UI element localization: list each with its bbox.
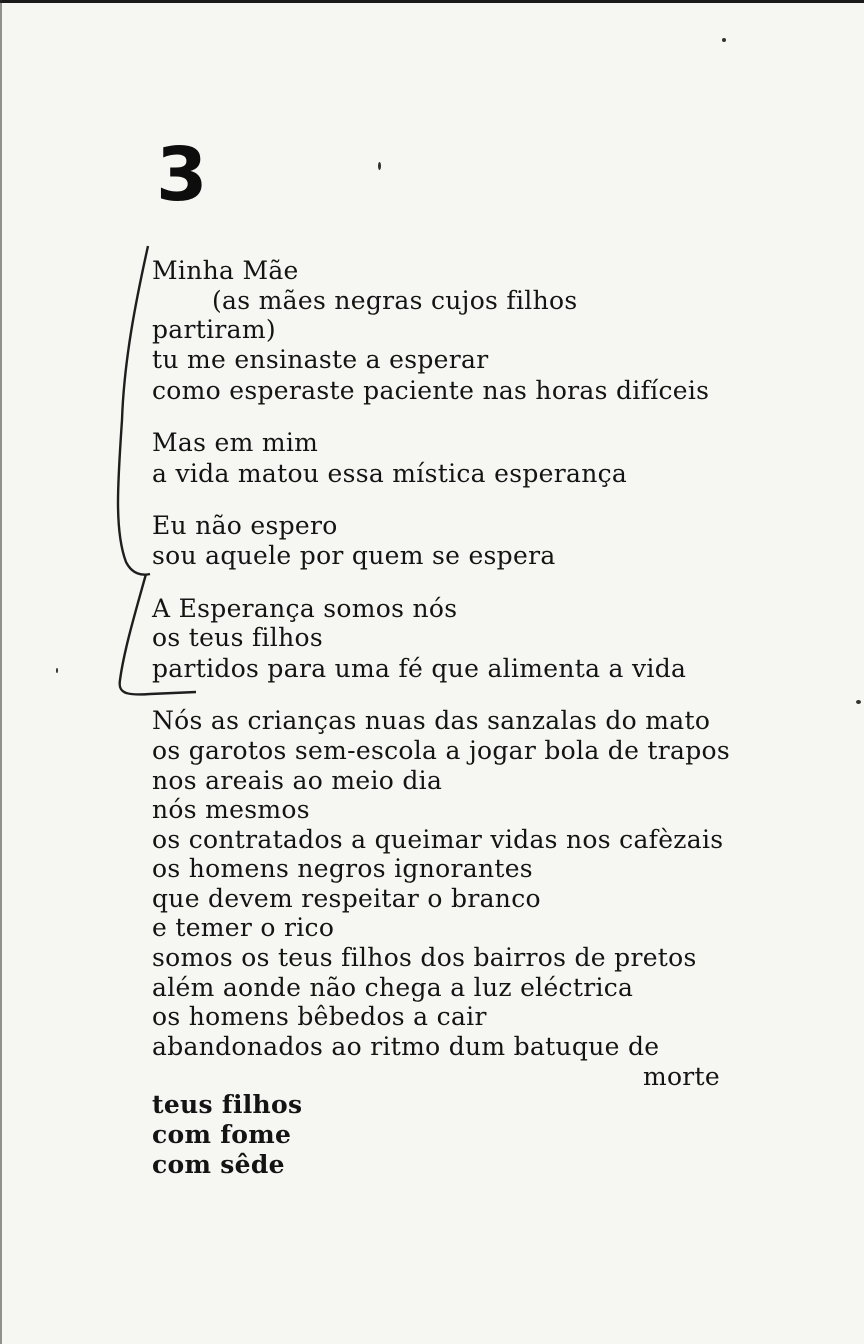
poem-line: Minha Mãe	[152, 256, 299, 285]
poem-line: com sêde	[152, 1150, 285, 1179]
poem-line: além aonde não chega a luz eléctrica	[152, 973, 634, 1002]
poem-line: Mas em mim	[152, 428, 319, 457]
poem-line: morte	[642, 1062, 720, 1091]
poem-line: com fome	[152, 1120, 292, 1149]
poem-line: Nós as crianças nuas das sanzalas do mato	[152, 706, 711, 735]
poem-line: nos areais ao meio dia	[152, 766, 443, 795]
poem-line: Eu não espero	[152, 511, 338, 540]
poem-line: os garotos sem-escola a jogar bola de trapos	[152, 736, 731, 765]
poem-line: sou aquele por quem se espera	[152, 541, 556, 570]
poem-line: somos os teus filhos dos bairros de pretos	[152, 943, 697, 972]
poem-line: teus filhos	[152, 1090, 303, 1119]
poem-line: como esperaste paciente nas horas difíceis	[152, 376, 710, 405]
ink-speck	[378, 162, 381, 170]
ink-speck	[856, 700, 861, 704]
poem-line: que devem respeitar o branco	[152, 884, 541, 913]
section-number: 3	[156, 132, 208, 218]
poem-line: os teus filhos	[152, 623, 323, 652]
poem-line: partidos para uma fé que alimenta a vida	[152, 654, 687, 683]
poem-line: os homens bêbedos a cair	[152, 1002, 487, 1031]
poem-line: os homens negros ignorantes	[152, 854, 533, 883]
poem-line: (as mães negras cujos filhos	[212, 286, 578, 315]
poem-line: partiram)	[152, 315, 276, 344]
poem-line: A Esperança somos nós	[152, 594, 458, 623]
poem-line: tu me ensinaste a esperar	[152, 345, 489, 374]
poem-line: os contratados a queimar vidas nos cafèzais	[152, 825, 724, 854]
ink-speck	[56, 668, 58, 673]
poem-line: e temer o rico	[152, 913, 335, 942]
poem-line: nós mesmos	[152, 795, 310, 824]
poem-line: abandonados ao ritmo dum batuque de	[152, 1032, 660, 1061]
ink-speck	[722, 38, 726, 42]
poem-line: a vida matou essa mística esperança	[152, 459, 628, 488]
